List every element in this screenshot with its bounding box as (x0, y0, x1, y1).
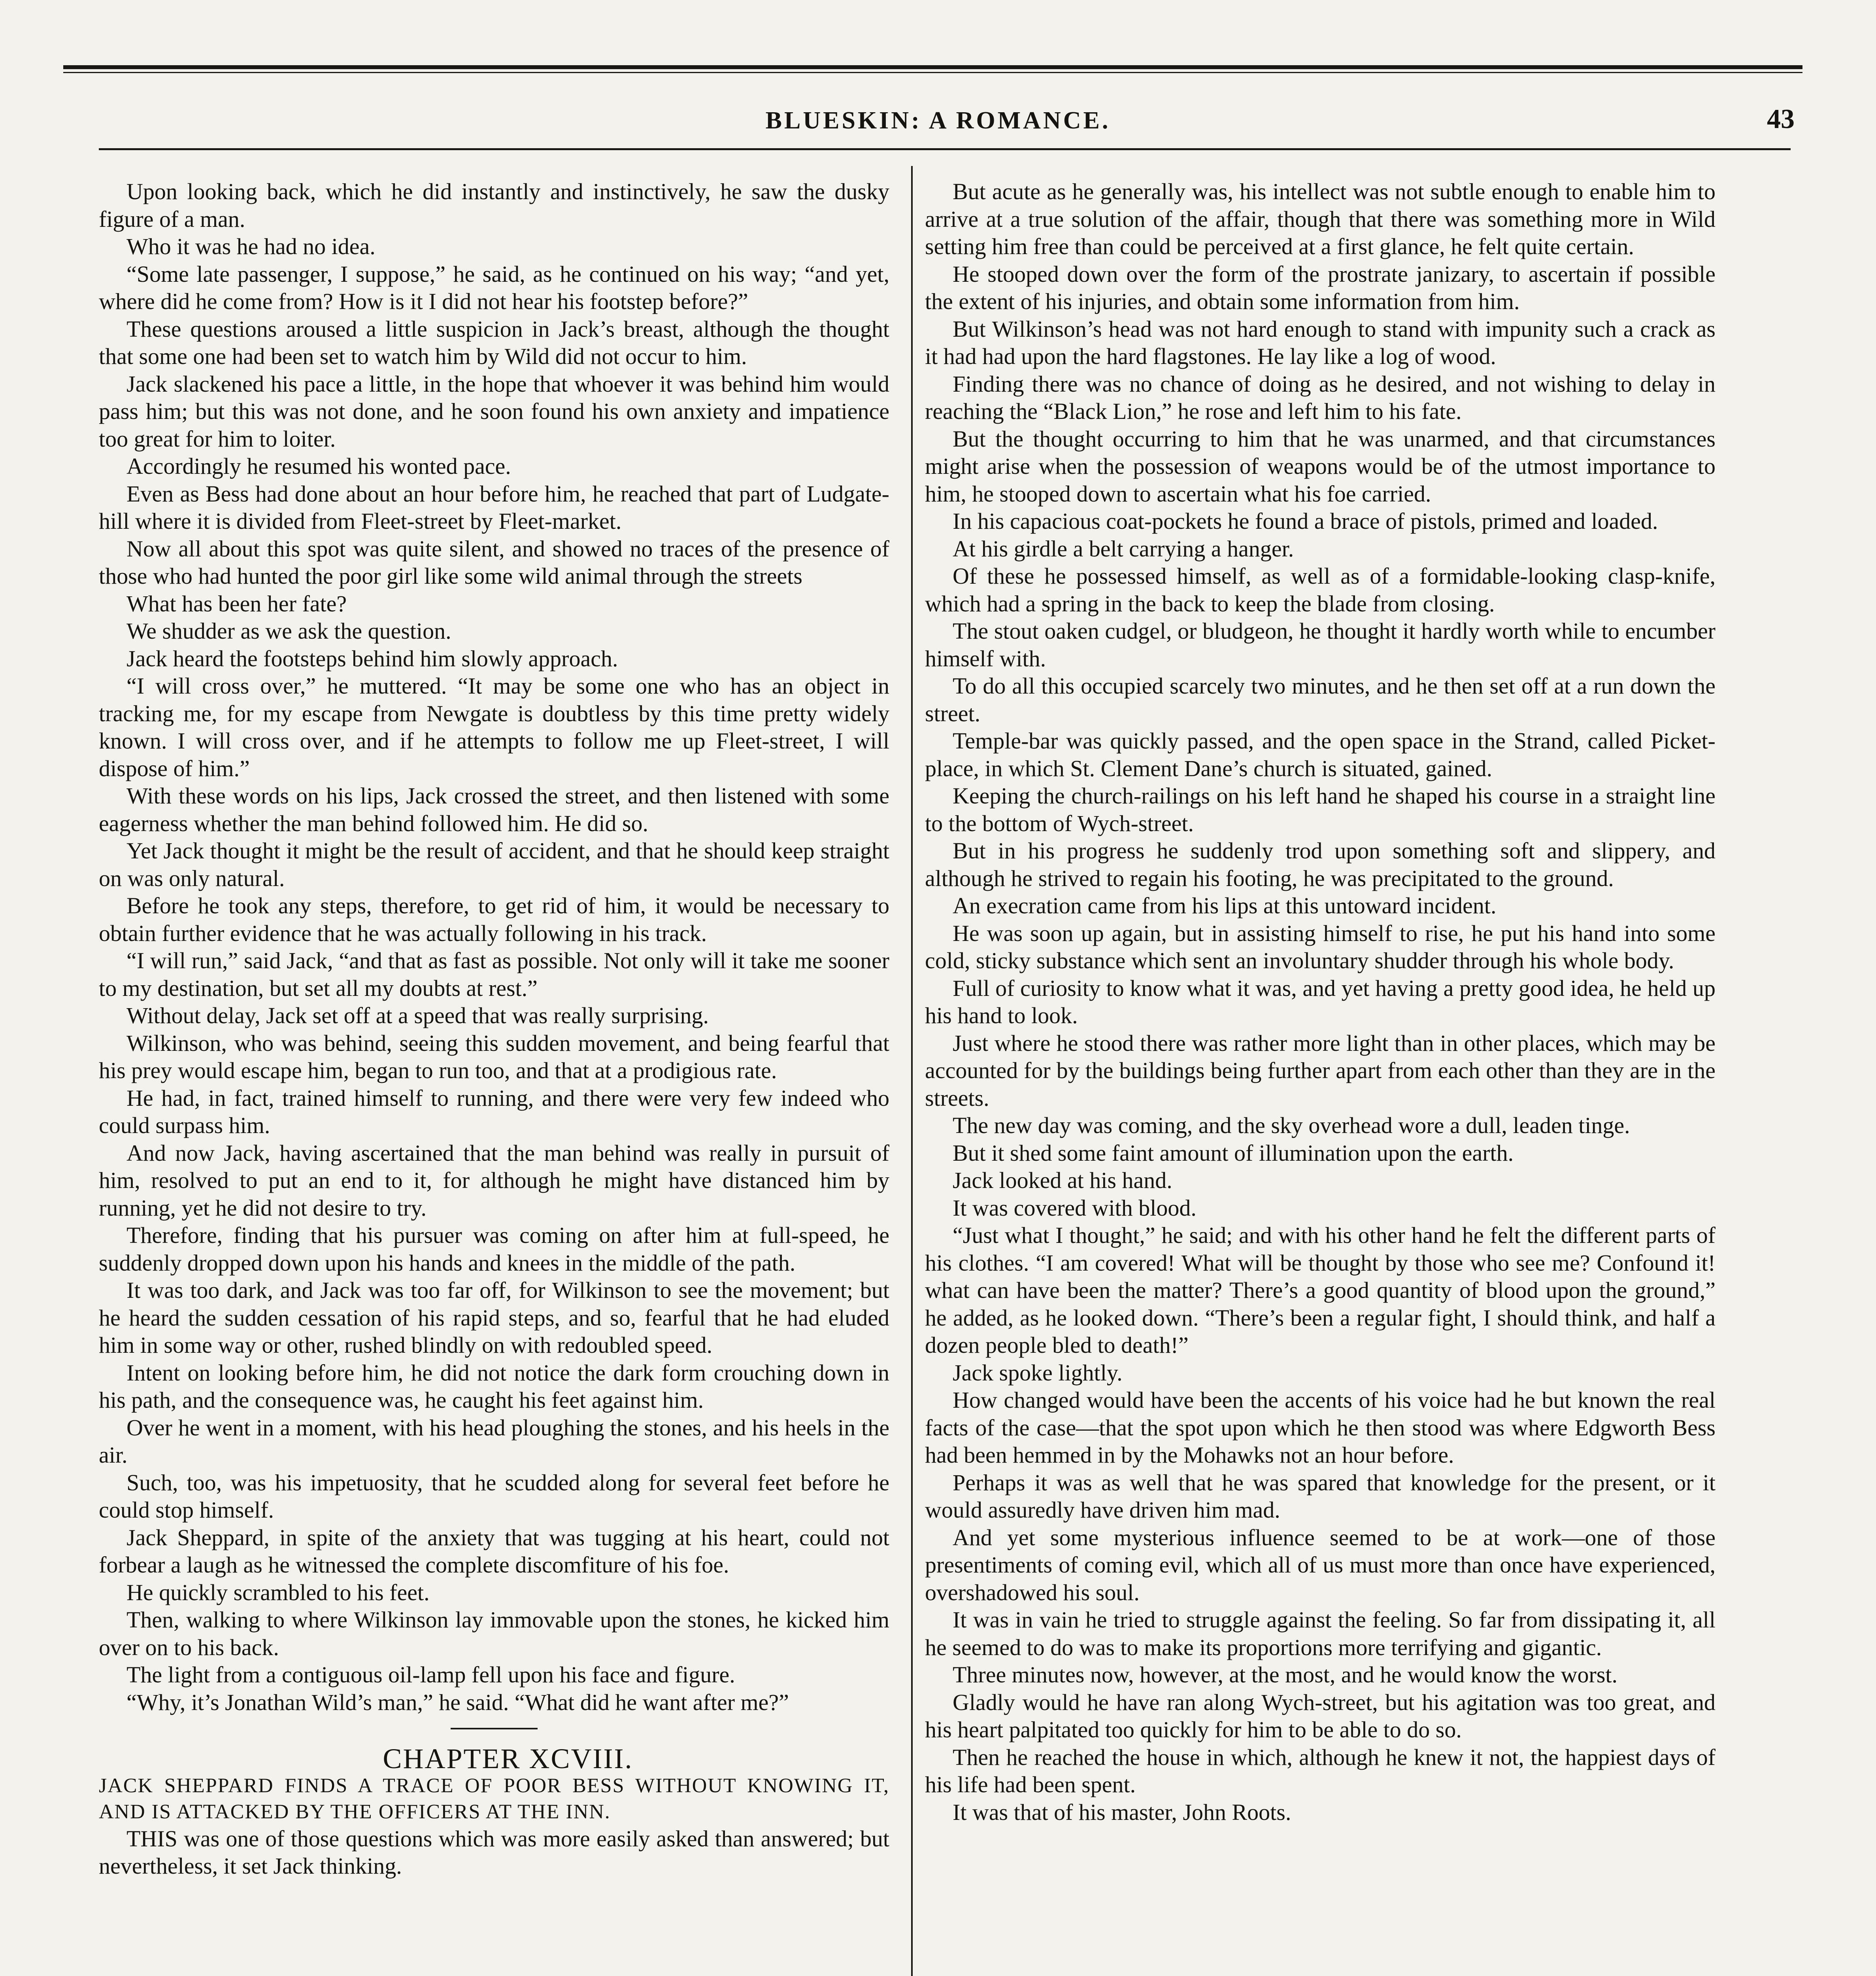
paragraph: He had, in fact, trained himself to running, and there were very few indeed who could surpass him. (99, 1085, 889, 1138)
paragraph: Keeping the church-railings on his left hand he shaped his course in a straight line to the bottom of Wych-street. (925, 783, 1716, 836)
paragraph: Wilkinson, who was behind, seeing this sudden movement, and being fearful that his prey would escape him, began to run too, and that at a prodigious rate. (99, 1030, 889, 1083)
paragraph: Finding there was no chance of doing as he desired, and not wishing to delay in reaching the “Black Lion,” he rose and left him to his fate. (925, 371, 1716, 424)
paragraph: “I will run,” said Jack, “and that as fast as possible. Not only will it take me sooner to my destination, but set all my doubts at rest.” (99, 948, 889, 1001)
paragraph: Three minutes now, however, at the most, and he would know the worst. (953, 1662, 1617, 1688)
chapter-title: CHAPTER XCVIII. (383, 1743, 633, 1774)
paragraph: Even as Bess had done about an hour before him, he reached that part of Ludgate-hill where it is divided from Fleet-street by Fleet-market. (99, 481, 889, 534)
paragraph: Before he took any steps, therefore, to get rid of him, it would be necessary to obtain further evidence that he was actually following in his track. (99, 893, 889, 946)
page-number: 43 (1767, 104, 1795, 134)
paragraph: With these words on his lips, Jack crossed the street, and then listened with some eagerness whether the man behind followed him. He did so. (99, 783, 889, 836)
paragraph: We shudder as we ask the question. (126, 618, 451, 644)
column-divider (911, 166, 913, 1976)
paragraph: He stooped down over the form of the prostrate janizary, to ascertain if possible the extent of his injuries, and obtain some information from him. (925, 261, 1716, 314)
paragraph: Jack heard the footsteps behind him slowly approach. (126, 645, 618, 671)
paragraph: At his girdle a belt carrying a hanger. (953, 535, 1294, 562)
paragraph: Intent on looking before him, he did not notice the dark form crouching down in his path, and the consequence was, he caught his feet against him. (99, 1359, 889, 1413)
paragraph: It was too dark, and Jack was too far off, for Wilkinson to see the movement; but he heard the sudden cessation of his rapid steps, and so, fearful that he had eluded him in some way or other, rushed blindly on with redoubled speed. (99, 1277, 889, 1358)
paragraph: Now all about this spot was quite silent, and showed no traces of the presence of those who had hunted the poor girl like some wild animal through the streets (99, 535, 889, 589)
left-column (99, 178, 889, 1880)
paragraph: Temple-bar was quickly passed, and the open space in the Strand, called Picket-place, in which St. Clement Dane’s church is situated, gained. (925, 728, 1716, 781)
paragraph: But it shed some faint amount of illumination upon the earth. (953, 1140, 1514, 1166)
paragraph: But in his progress he suddenly trod upon something soft and slippery, and although he strived to regain his footing, he was precipitated to the ground. (925, 838, 1716, 891)
paragraph: To do all this occupied scarcely two minutes, and he then set off at a run down the street. (925, 673, 1716, 726)
right-column (925, 178, 1716, 1826)
chapter-separator-rule (451, 1728, 538, 1729)
paragraph: Who it was he had no idea. (126, 234, 376, 259)
top-border-rule (63, 65, 1802, 69)
top-border-rule-thin (63, 72, 1802, 73)
paragraph: Therefore, finding that his pursuer was coming on after him at full-speed, he suddenly dropped down upon his hands and knees in the middle of the path. (99, 1222, 889, 1276)
paragraph: Upon looking back, which he did instantly and instinctively, he saw the dusky figure of a man. (99, 179, 889, 232)
paragraph: Just where he stood there was rather more light than in other places, which may be accounted for by the buildings being further apart from each other than they are in the streets. (925, 1030, 1716, 1111)
paragraph: And now Jack, having ascertained that the man behind was really in pursuit of him, resolved to put an end to it, for although he might have distanced him by running, yet he did not desire to try. (99, 1140, 889, 1221)
paragraph: And yet some mysterious influence seemed to be at work—one of those presentiments of coming evil, which all of us must more than once have experienced, overshadowed his soul. (925, 1524, 1716, 1605)
paragraph: Without delay, Jack set off at a speed that was really surprising. (126, 1003, 709, 1028)
paragraph: Of these he possessed himself, as well as of a formidable-looking clasp-knife, which had a spring in the back to keep the blade from closing. (925, 563, 1716, 617)
paragraph: Jack Sheppard, in spite of the anxiety that was tugging at his heart, could not forbear a laugh as he witnessed the complete discomfiture of his foe. (99, 1524, 889, 1578)
paragraph: Such, too, was his impetuosity, that he scudded along for several feet before he could stop himself. (99, 1469, 889, 1523)
paragraph: “I will cross over,” he muttered. “It may be some one who has an object in tracking me, for my escape from Newgate is doubtless by this time pretty widely known. I will cross over, and if he attempts to follow me up Fleet-street, I will dispose of him.” (99, 673, 889, 781)
paragraph: Over he went in a moment, with his head ploughing the stones, and his heels in the air. (99, 1414, 889, 1468)
paragraph: It was covered with blood. (953, 1195, 1197, 1221)
paragraph: He was soon up again, but in assisting himself to rise, he put his hand into some cold, sticky substance which sent an involuntary shudder through his whole body. (925, 920, 1716, 973)
paragraph: An execration came from his lips at this untoward incident. (953, 893, 1497, 918)
paragraph: It was that of his master, John Roots. (953, 1799, 1291, 1825)
paragraph: Accordingly he resumed his wonted pace. (126, 453, 511, 479)
paragraph: He quickly scrambled to his feet. (126, 1579, 430, 1605)
paragraph: “Just what I thought,” he said; and with his other hand he felt the different parts of his clothes. “I am covered! What will be thought by those who see me? Confound it! what can have been the matter? There’s a good quantity of blood upon the ground,” he added, as he looked down. “There’s been a regular fight, I should think, and half a dozen people bled to death!” (925, 1222, 1716, 1358)
chapter-opening-paragraph: THIS was one of those questions which was more easily asked than answered; but nevertheless, it set Jack thinking. (99, 1825, 889, 1879)
paragraph: Yet Jack thought it might be the result of accident, and that he should keep straight on was only natural. (99, 838, 889, 891)
paragraph: “Some late passenger, I suppose,” he said, as he continued on his way; “and yet, where did he come from? How is it I did not hear his footstep before?” (99, 261, 889, 314)
paragraph: The light from a contiguous oil-lamp fell upon his face and figure. (126, 1662, 735, 1688)
paragraph: But Wilkinson’s head was not hard enough to stand with impunity such a crack as it had had upon the hard flagstones. He lay like a log of wood. (925, 316, 1716, 369)
paragraph: But the thought occurring to him that he was unarmed, and that circumstances might arise when the possession of weapons would be of the utmost importance to him, he stooped down to ascertain what his foe carried. (925, 426, 1716, 507)
paragraph: It was in vain he tried to struggle against the feeling. So far from dissipating it, all he seemed to do was to make its proportions more terrifying and gigantic. (925, 1607, 1716, 1660)
paragraph: How changed would have been the accents of his voice had he but known the real facts of the case—that the spot upon which he then stood was where Edgworth Bess had been hemmed in by the Mohawks not an hour before. (925, 1387, 1716, 1468)
paragraph: The stout oaken cudgel, or bludgeon, he thought it hardly worth while to encumber himself with. (925, 618, 1716, 671)
paragraph: In his capacious coat-pockets he found a brace of pistols, primed and loaded. (953, 508, 1658, 534)
left-column-paragraphs (99, 178, 889, 1716)
paragraph: Gladly would he have ran along Wych-street, but his agitation was too great, and his heart palpitated too quickly for him to be able to do so. (925, 1689, 1716, 1742)
paragraph: The new day was coming, and the sky overhead wore a dull, leaden tinge. (953, 1112, 1630, 1138)
paragraph: Then, walking to where Wilkinson lay immovable upon the stones, he kicked him over on to his back. (99, 1607, 889, 1660)
paragraph: Jack slackened his pace a little, in the hope that whoever it was behind him would pass him; but this was not done, and he soon found his own anxiety and impatience too great for him to loiter. (99, 371, 889, 452)
paragraph: Jack spoke lightly. (953, 1359, 1123, 1386)
right-column-paragraphs (925, 178, 1716, 1826)
paragraph: “Why, it’s Jonathan Wild’s man,” he said. “What did he want after me?” (126, 1689, 789, 1715)
header-rule (99, 148, 1791, 150)
paragraph: What has been her fate? (126, 590, 347, 617)
paragraph: Jack looked at his hand. (953, 1167, 1172, 1193)
paragraph: Then he reached the house in which, although he knew it not, the happiest days of his life had been spent. (925, 1744, 1716, 1797)
paragraph: These questions aroused a little suspicion in Jack’s breast, although the thought that some one had been set to watch him by Wild did not occur to him. (99, 316, 889, 369)
chapter-summary: JACK SHEPPARD FINDS A TRACE OF POOR BESS WITHOUT KNOWING IT, AND IS ATTACKED BY THE OFFICERS AT THE INN. (99, 1774, 889, 1823)
paragraph: Perhaps it was as well that he was spared that knowledge for the present, or it would assuredly have driven him mad. (925, 1469, 1716, 1523)
paragraph: But acute as he generally was, his intellect was not subtle enough to enable him to arrive at a true solution of the affair, though that there was something more in Wild setting him free than could be perceived at a first glance, he felt quite certain. (925, 179, 1716, 259)
paragraph: Full of curiosity to know what it was, and yet having a pretty good idea, he held up his hand to look. (925, 975, 1716, 1028)
running-head: BLUESKIN: A ROMANCE. (765, 107, 1111, 134)
